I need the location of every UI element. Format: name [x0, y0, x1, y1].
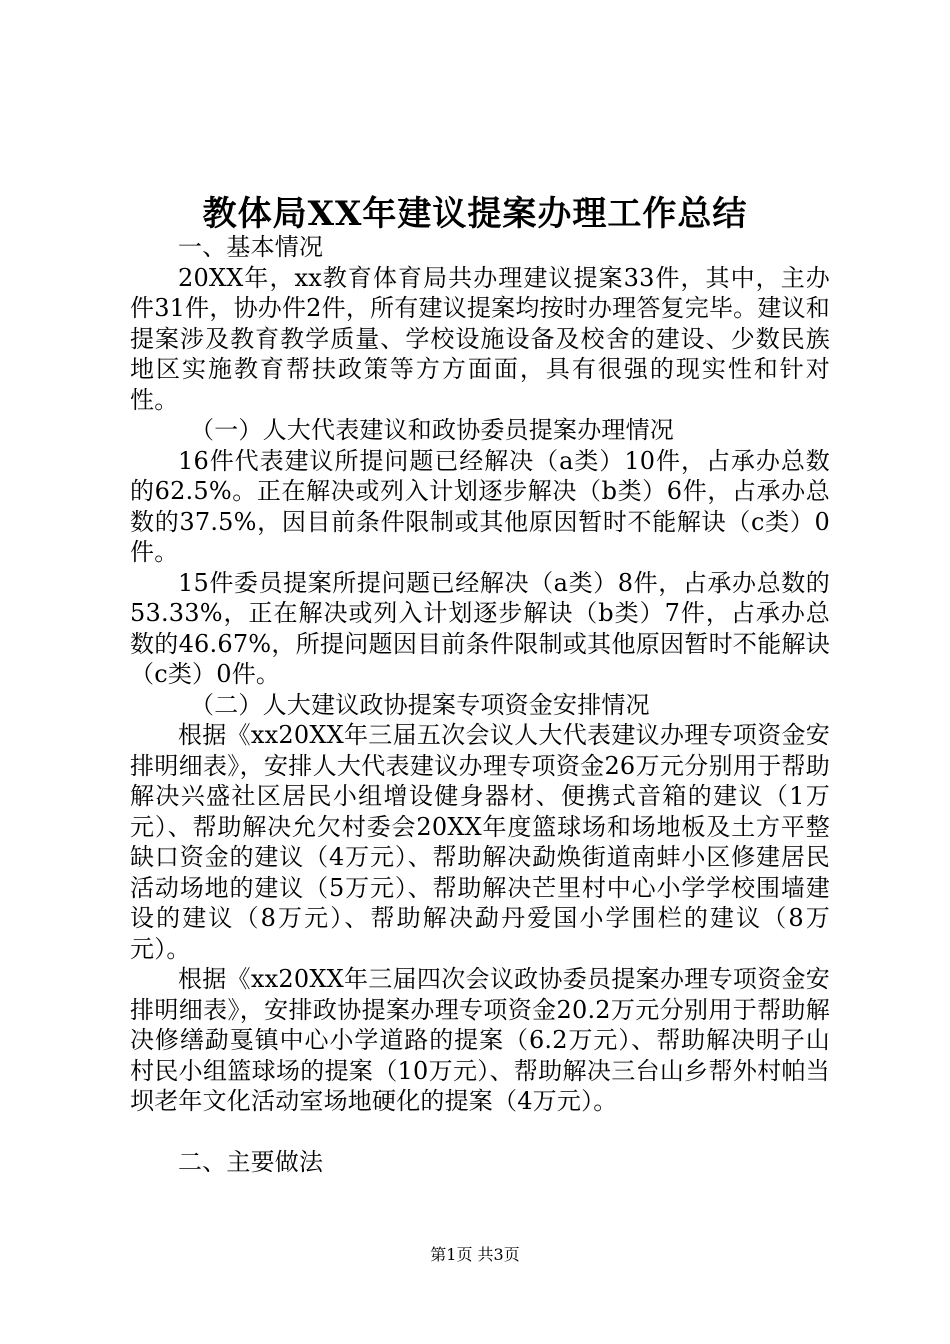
subsection-heading-funds: （二）人大建议政协提案专项资金安排情况	[190, 690, 650, 719]
paragraph-representative-suggestions: 16件代表建议所提问题已经解决（a类）10件，占承办总数的62.5%。正在解决或列入计划逐步解决（b类）6件，占承办总数的37.5%，因目前条件限制或其他原因暂时不能解诀（c类）0件。	[130, 446, 830, 566]
paragraph-overview: 20XX年，xx教育体育局共办理建议提案33件，其中，主办件31件，协办件2件，所有建议提案均按时办理答复完毕。建议和提案涉及教育教学质量、学校设施设备及校舍的建设、少数民族地区实施教育帮扶政策等方方面面，具有很强的现实性和针对性。	[130, 263, 830, 414]
document-title: 教体局XX年建议提案办理工作总结	[202, 194, 748, 234]
paragraph-npc-funds: 根据《xx20XX年三届五次会议人大代表建议办理专项资金安排明细表》，安排人大代表建议办理专项资金26万元分别用于帮助解决兴盛社区居民小组增设健身器材、便携式音箱的建议（1万元）、帮助解决允欠村委会20XX年度篮球场和场地板及土方平整缺口资金的建议（4万元）、帮助解决勐焕街道南蚌小区修建居民活动场地的建议（5万元）、帮助解决芒里村中心小学学校围墙建设的建议（8万元）、帮助解决勐丹爱国小学围栏的建议（8万元）。	[130, 721, 830, 963]
section-heading-basic-situation: 一、基本情况	[178, 233, 324, 261]
section-heading-main-practices: 二、主要做法	[178, 1147, 324, 1176]
paragraph-cppcc-funds: 根据《xx20XX年三届四次会议政协委员提案办理专项资金安排明细表》，安排政协提案办理专项资金20.2万元分别用于帮助解决修缮勐戛镇中心小学道路的提案（6.2万元）、帮助解决明子山村民小组篮球场的提案（10万元）、帮助解决三台山乡帮外村帕当坝老年文化活动室场地硬化的提案（4万元）。	[130, 965, 830, 1115]
page-footer: 第1页 共3页	[430, 1245, 520, 1264]
paragraph-member-proposals: 15件委员提案所提问题已经解决（a类）8件，占承办总数的53.33%，正在解决或列入计划逐步解诀（b类）7件，占承办总数的46.67%，所提问题因目前条件限制或其他原因暂时不能解诀（c类）0件。	[130, 568, 830, 688]
subsection-heading-handling: （一）人大代表建议和政协委员提案办理情况	[190, 416, 674, 444]
document-body	[130, 232, 830, 1177]
